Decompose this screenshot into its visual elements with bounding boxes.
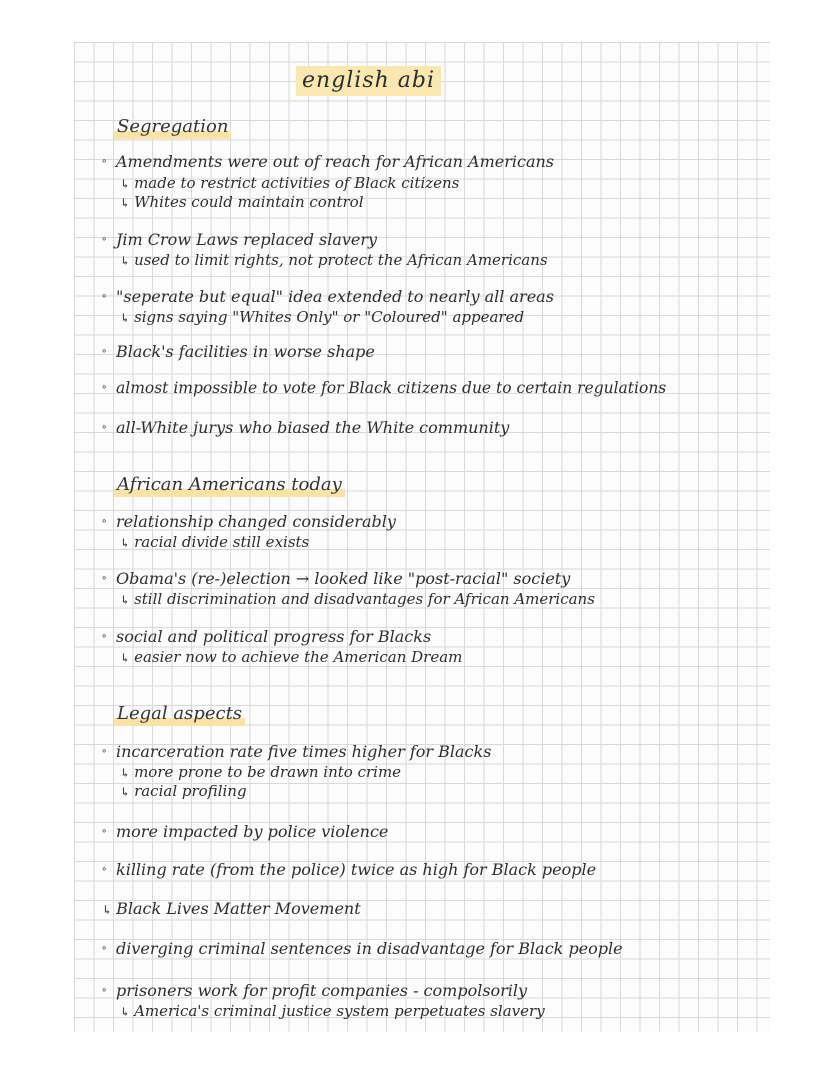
section-heading-segregation: Segregation [114, 116, 231, 139]
bullet-icon: ∘ [101, 943, 108, 954]
arrow-icon: ↳ [120, 1005, 131, 1019]
bullet-icon: ∘ [101, 516, 108, 527]
list-subitem: ↳ Whites could maintain control [120, 193, 364, 211]
list-item: Amendments were out of reach for African Americans [116, 152, 554, 171]
list-item-arrow: ↳ Black Lives Matter Movement [102, 899, 361, 918]
page-title: english abi [296, 66, 441, 96]
list-item: prisoners work for profit companies - compolsorily [116, 981, 528, 1000]
list-subitem: ↳ more prone to be drawn into crime [120, 763, 402, 781]
list-subitem: ↳ racial profiling [120, 782, 247, 800]
list-item: almost impossible to vote for Black citizens due to certain regulations [116, 379, 667, 397]
bullet-icon: ∘ [101, 985, 108, 996]
arrow-icon: ↳ [120, 311, 131, 325]
bullet-icon: ∘ [101, 382, 108, 393]
arrow-icon: ↳ [120, 196, 131, 210]
arrow-icon: ↳ [120, 254, 131, 268]
list-subitem: ↳ still discrimination and disadvantages for African Americans [120, 590, 595, 608]
arrow-icon: ↳ [120, 651, 131, 665]
list-item: Jim Crow Laws replaced slavery [116, 230, 378, 249]
list-item: more impacted by police violence [116, 822, 389, 841]
list-subitem: ↳ signs saying "Whites Only" or "Coloured" appeared [120, 308, 525, 326]
list-item: diverging criminal sentences in disadvantage for Black people [116, 939, 623, 958]
bullet-icon: ∘ [101, 631, 108, 642]
list-item: incarceration rate five times higher for Blacks [116, 742, 492, 761]
bullet-icon: ∘ [101, 746, 108, 757]
arrow-icon: ↳ [120, 536, 131, 550]
list-subitem: ↳ racial divide still exists [120, 533, 310, 551]
bullet-icon: ∘ [101, 156, 108, 167]
arrow-icon: ↳ [102, 903, 113, 917]
list-subitem: ↳ used to limit rights, not protect the African Americans [120, 251, 548, 269]
list-item: relationship changed considerably [116, 512, 396, 531]
arrow-icon: ↳ [120, 593, 131, 607]
list-item: "seperate but equal" idea extended to nearly all areas [116, 287, 554, 306]
list-subitem: ↳ made to restrict activities of Black citizens [120, 174, 460, 192]
list-subitem: ↳ easier now to achieve the American Dream [120, 648, 463, 666]
bullet-icon: ∘ [101, 864, 108, 875]
list-item: Obama's (re-)election → looked like "post-racial" society [116, 569, 571, 588]
arrow-icon: ↳ [120, 177, 131, 191]
bullet-icon: ∘ [101, 826, 108, 837]
list-item: all-White jurys who biased the White community [116, 418, 510, 437]
bullet-icon: ∘ [101, 346, 108, 357]
bullet-icon: ∘ [101, 573, 108, 584]
arrow-icon: ↳ [120, 766, 131, 780]
list-subitem: ↳ America's criminal justice system perpetuates slavery [120, 1002, 545, 1020]
section-heading-legal-aspects: Legal aspects [114, 703, 245, 726]
arrow-icon: ↳ [120, 785, 131, 799]
bullet-icon: ∘ [101, 291, 108, 302]
list-item: killing rate (from the police) twice as high for Black people [116, 860, 597, 879]
list-item: social and political progress for Blacks [116, 627, 432, 646]
bullet-icon: ∘ [101, 422, 108, 433]
bullet-icon: ∘ [101, 234, 108, 245]
list-item: Black's facilities in worse shape [116, 342, 375, 361]
section-heading-african-americans-today: African Americans today [114, 474, 345, 497]
